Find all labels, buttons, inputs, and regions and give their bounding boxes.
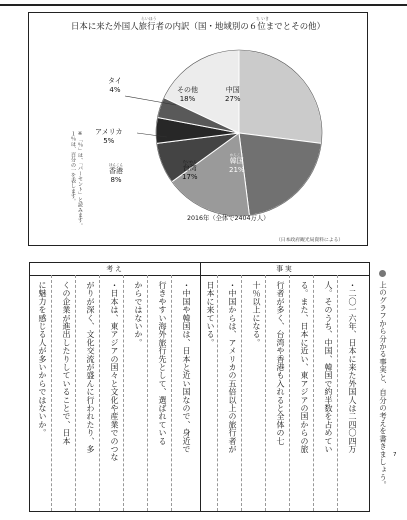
percent-note: ※「％」は、「パーセント」と読みます。 １％は、百分の一を表します。 (70, 131, 83, 228)
chart-caption: 2016年（全体で2404万人） (187, 215, 270, 222)
label-china: 中国 27% (225, 86, 241, 103)
facts-thoughts-table (29, 262, 370, 512)
fact-line: 人。そのうち、中国、韓国で約半数を占めてい (324, 281, 333, 454)
bullet-icon (379, 270, 386, 277)
label-thailand: タイ 4% (108, 77, 122, 94)
thought-line: ・中国や韓国は、日本と近い国なので、身近で (182, 281, 191, 454)
fact-line: 日本に来ている。 (206, 281, 215, 347)
thought-line: がりが深く、文化交流が盛んに行われたり、多 (86, 281, 95, 454)
pie-chart-figure (28, 12, 368, 246)
title-ruby-chiiki: ち いき (256, 16, 269, 21)
fact-line: る。また、日本に近い、東アジアの国からの旅 (300, 281, 309, 454)
slice-korea (239, 133, 321, 215)
thought-line: からではないか。 (134, 281, 143, 347)
chart-title-text: 日本に来た外国人旅行者の内訳（国・地域別の６位までとその他） (70, 21, 326, 31)
label-hongkong: ほんこん 香港 8% (109, 163, 123, 184)
thought-line: に魅力を感じる人が多いからではないか。 (38, 281, 47, 437)
header-thoughts: 考え (106, 265, 124, 273)
label-korea: かんこく 韓国 21% (229, 153, 245, 174)
page-number: 7 (393, 452, 397, 458)
fact-line: ・二〇一六年、日本に来た外国人は二四〇四万 (348, 281, 357, 454)
thought-line: ・日本は、東アジアの国々と文化や産業でのつな (110, 281, 119, 462)
fact-line: 十％以上になる。 (252, 281, 261, 347)
fact-line: ・中国からは、アメリカの五倍以上の旅行者が (228, 281, 237, 454)
thought-line: 行きやすい海外旅行先として、選ばれている (158, 281, 167, 445)
data-source: （日本政府観光局資料による） (276, 238, 344, 243)
label-america: アメリカ 5% (95, 128, 123, 145)
instruction-text: 上のグラフから分かる事実と、自分の考えを書きましょう。 (379, 281, 388, 489)
title-ruby-raiho: らいほう (141, 16, 157, 21)
label-taiwan: たいわん 台湾 17% (182, 160, 198, 181)
header-facts: 事実 (276, 265, 294, 273)
fact-line: 行者が多く、台湾や香港も入れると全体の七 (276, 281, 285, 445)
label-other: その他 18% (177, 86, 198, 103)
top-rule (0, 4, 407, 6)
center-divider (200, 263, 201, 511)
slice-china (239, 50, 322, 143)
thought-line: くの企業が進出したりしていることで、日本 (62, 281, 71, 445)
